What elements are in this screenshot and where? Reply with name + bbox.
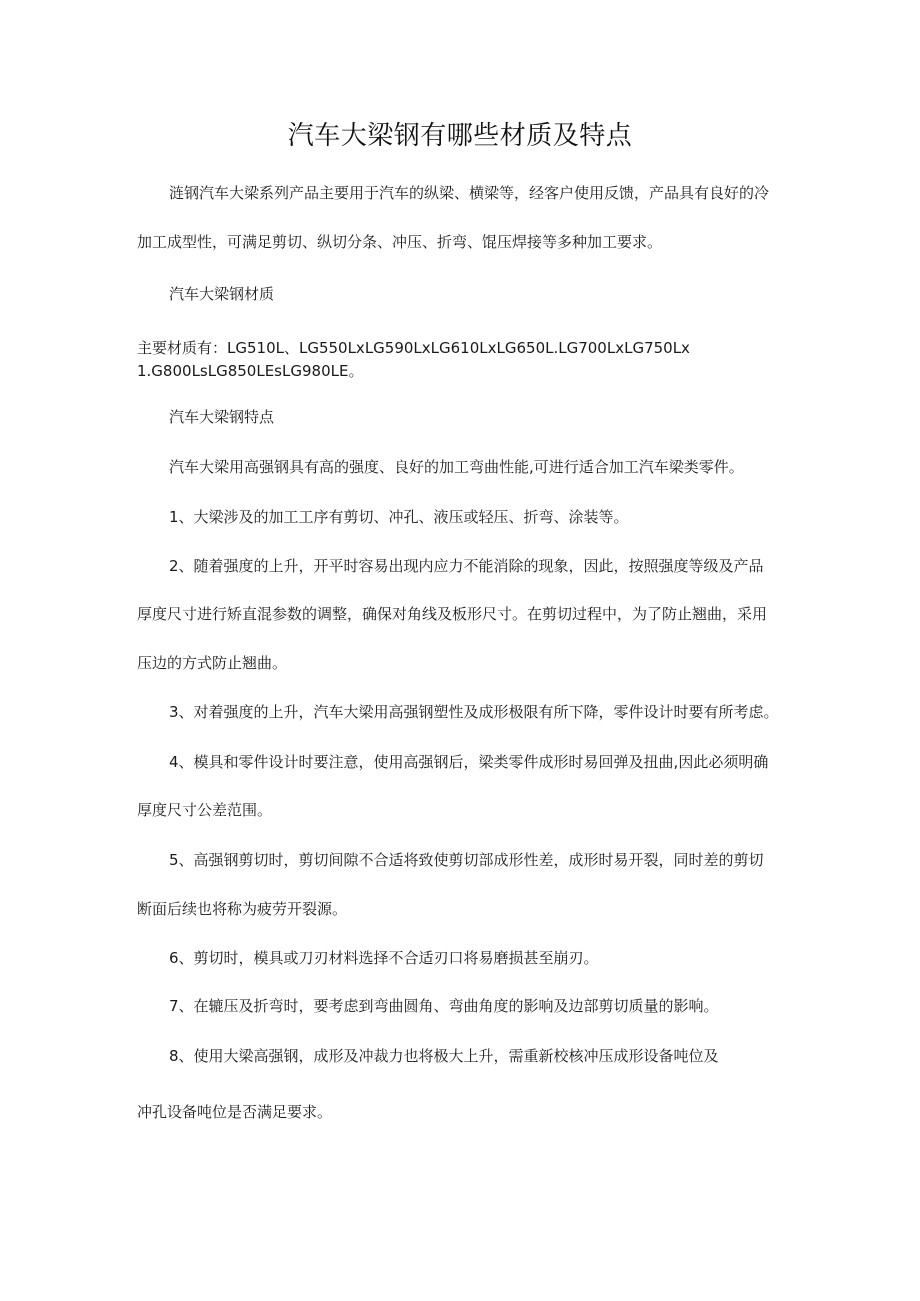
feature-item-4-line-2: 厚度尺寸公差范围。 [137, 801, 273, 819]
materials-line-2: 1.G800LsLG850LEsLG980LE。 [137, 362, 364, 380]
feature-item-2-line-1: 2、随着强度的上升，开平时容易出现内应力不能消除的现象，因此，按照强度等级及产品 [169, 557, 764, 575]
feature-item-8-line-2: 冲孔设备吨位是否满足要求。 [137, 1103, 333, 1121]
feature-item-5-line-2: 断面后续也将称为疲劳开裂源。 [137, 900, 348, 918]
feature-item-6: 6、剪切时，模具或刀刃材料选择不合适刃口将易磨损甚至崩刃。 [169, 949, 599, 967]
materials-heading: 汽车大梁钢材质 [169, 285, 275, 303]
feature-item-2-line-3: 压边的方式防止翘曲。 [137, 654, 288, 672]
document-title: 汽车大梁钢有哪些材质及特点 [287, 121, 633, 151]
feature-item-4-line-1: 4、模具和零件设计时要注意，使用高强钢后，梁类零件成形时易回弹及扭曲,因此必须明确 [169, 753, 769, 771]
feature-item-8-line-1: 8、使用大梁高强钢，成形及冲裁力也将极大上升，需重新校核冲压成形设备吨位及 [169, 1047, 719, 1065]
feature-item-1: 1、大梁涉及的加工工序有剪切、冲孔、液压或轻压、折弯、涂装等。 [169, 508, 629, 526]
intro-line-1: 涟钢汽车大梁系列产品主要用于汽车的纵梁、横梁等，经客户使用反馈，产品具有良好的冷 [169, 184, 770, 202]
features-heading: 汽车大梁钢特点 [169, 408, 275, 426]
feature-item-7: 7、在辘压及折弯时，要考虑到弯曲圆角、弯曲角度的影响及边部剪切质量的影响。 [169, 997, 719, 1015]
feature-item-2-line-2: 厚度尺寸进行矫直混参数的调整，确保对角线及板形尺寸。在剪切过程中，为了防止翘曲，采用 [137, 605, 768, 623]
features-intro: 汽车大梁用高强钢具有高的强度、良好的加工弯曲性能,可进行适合加工汽车梁类零件。 [169, 458, 744, 476]
materials-line-1: 主要材质有：LG510L、LG550LxLG590LxLG610LxLG650L.LG700LxLG750Lx [137, 339, 690, 357]
intro-line-2: 加工成型性，可满足剪切、纵切分条、冲压、折弯、馄压焊接等多种加工要求。 [137, 233, 663, 251]
feature-item-5-line-1: 5、高强钢剪切时，剪切间隙不合适将致使剪切部成形性差，成形时易开裂，同时差的剪切 [169, 851, 764, 869]
feature-item-3: 3、对着强度的上升，汽车大梁用高强钢塑性及成形极限有所下降，零件设计时要有所考虑。 [169, 703, 779, 721]
